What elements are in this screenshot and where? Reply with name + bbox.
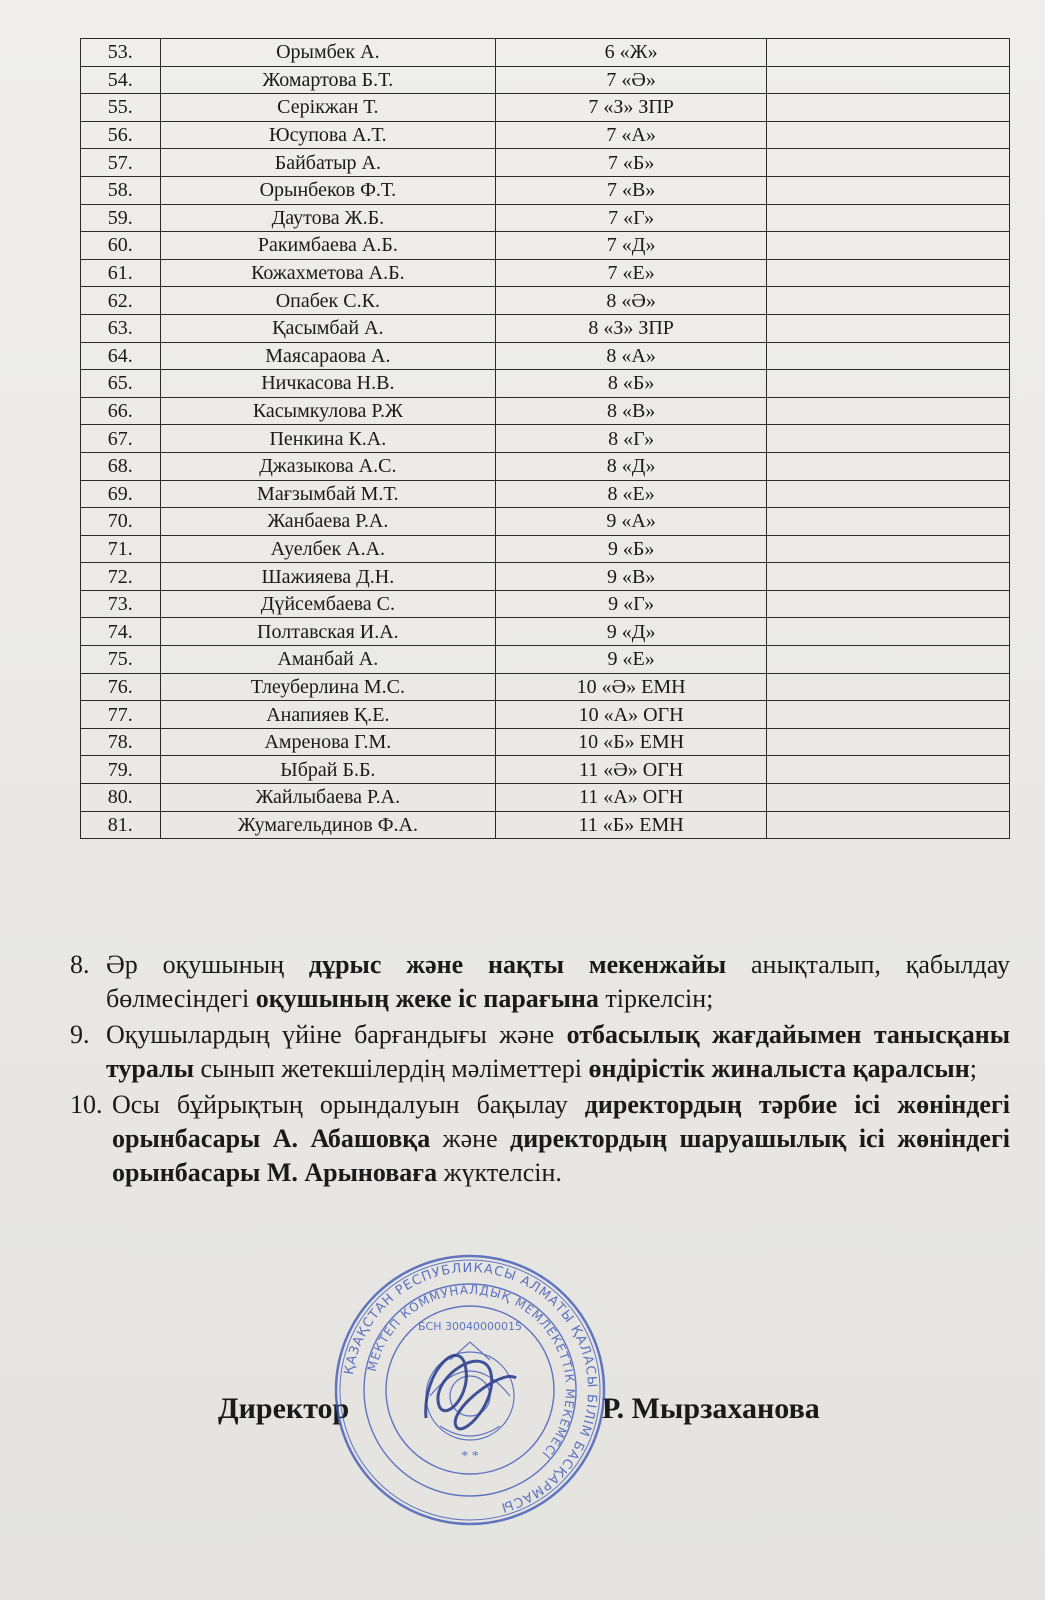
row-number: 74. — [81, 618, 161, 646]
student-name: Аманбай А. — [160, 646, 496, 674]
empty-cell — [767, 756, 1010, 784]
empty-cell — [767, 176, 1010, 204]
empty-cell — [767, 728, 1010, 756]
empty-cell — [767, 618, 1010, 646]
row-number: 56. — [81, 121, 161, 149]
class-label: 7 «Д» — [496, 232, 767, 260]
empty-cell — [767, 287, 1010, 315]
class-label: 8 «Д» — [496, 452, 767, 480]
class-label: 9 «В» — [496, 563, 767, 591]
svg-text:МЕКТЕП КОММУНАЛДЫҚ МЕМЛЕКЕТТІК — [365, 1283, 577, 1462]
student-name: Кожахметова А.Б. — [160, 259, 496, 287]
student-name: Ничкасова Н.В. — [160, 370, 496, 398]
class-label: 8 «А» — [496, 342, 767, 370]
row-number: 77. — [81, 701, 161, 729]
class-label: 8 «Е» — [496, 480, 767, 508]
row-number: 64. — [81, 342, 161, 370]
class-label: 8 «З» ЗПР — [496, 314, 767, 342]
empty-cell — [767, 811, 1010, 839]
empty-cell — [767, 701, 1010, 729]
row-number: 69. — [81, 480, 161, 508]
class-label: 10 «Б» ЕМН — [496, 728, 767, 756]
class-label: 11 «Б» ЕМН — [496, 811, 767, 839]
student-roster-table — [80, 38, 1010, 839]
empty-cell — [767, 673, 1010, 701]
order-item-8: 8. Әр оқушының дұрыс және нақты мекенжайы анықталып, қабылдау бөлмесіндегі оқушының жеке іс парағына тіркелсін; — [70, 950, 1011, 1013]
row-number: 57. — [81, 149, 161, 177]
student-name: Джазыкова А.С. — [160, 452, 496, 480]
stamp-outer-text: ҚАЗАҚСТАН РЕСПУБЛИКАСЫ АЛМАТЫ ҚАЛАСЫ БІЛІМ БАСҚАРМАСЫ — [341, 1260, 600, 1515]
class-label: 8 «В» — [496, 397, 767, 425]
row-number: 62. — [81, 287, 161, 315]
row-number: 73. — [81, 590, 161, 618]
empty-cell — [767, 94, 1010, 122]
stamp-bin: БСН 30040000015 — [418, 1320, 522, 1333]
student-name: Амренова Г.М. — [160, 728, 496, 756]
table-row — [81, 618, 1010, 646]
row-number: 79. — [81, 756, 161, 784]
student-name: Шажияева Д.Н. — [160, 563, 496, 591]
empty-cell — [767, 452, 1010, 480]
student-name: Ракимбаева А.Б. — [160, 232, 496, 260]
table-row — [81, 425, 1010, 453]
student-name: Тлеуберлина М.С. — [160, 673, 496, 701]
stamp-inner-text: МЕКТЕП КОММУНАЛДЫҚ МЕМЛЕКЕТТІК МЕКЕМЕСІ — [364, 1282, 578, 1462]
table-row — [81, 259, 1010, 287]
class-label: 9 «Е» — [496, 646, 767, 674]
row-number: 75. — [81, 646, 161, 674]
class-label: 7 «Е» — [496, 259, 767, 287]
row-number: 58. — [81, 176, 161, 204]
student-name: Серікжан Т. — [160, 94, 496, 122]
row-number: 63. — [81, 314, 161, 342]
class-label: 7 «А» — [496, 121, 767, 149]
table-row — [81, 39, 1010, 67]
empty-cell — [767, 535, 1010, 563]
empty-cell — [767, 370, 1010, 398]
table-row — [81, 563, 1010, 591]
table-row — [81, 811, 1010, 839]
empty-cell — [767, 149, 1010, 177]
student-name: Анапияев Қ.Е. — [160, 701, 496, 729]
table-row — [81, 66, 1010, 94]
table-row — [81, 701, 1010, 729]
table-row — [81, 149, 1010, 177]
class-label: 11 «А» ОГН — [496, 784, 767, 812]
student-name: Жомартова Б.Т. — [160, 66, 496, 94]
table-row — [81, 784, 1010, 812]
item-number: 10. — [70, 1090, 103, 1119]
row-number: 61. — [81, 259, 161, 287]
empty-cell — [767, 232, 1010, 260]
class-label: 9 «Б» — [496, 535, 767, 563]
row-number: 70. — [81, 508, 161, 536]
table-row — [81, 508, 1010, 536]
empty-cell — [767, 204, 1010, 232]
table-row — [81, 287, 1010, 315]
row-number: 65. — [81, 370, 161, 398]
empty-cell — [767, 259, 1010, 287]
table-row — [81, 728, 1010, 756]
student-name: Жумагельдинов Ф.А. — [160, 811, 496, 839]
empty-cell — [767, 121, 1010, 149]
table-row — [81, 756, 1010, 784]
class-label: 9 «Г» — [496, 590, 767, 618]
table-row — [81, 94, 1010, 122]
row-number: 68. — [81, 452, 161, 480]
empty-cell — [767, 590, 1010, 618]
row-number: 76. — [81, 673, 161, 701]
roster-body — [81, 39, 1010, 839]
svg-text:ҚАЗАҚСТАН РЕСПУБЛИКАСЫ АЛМАТЫ — [342, 1261, 599, 1515]
class-label: 7 «Б» — [496, 149, 767, 177]
item-number: 8. — [70, 950, 90, 979]
class-label: 7 «В» — [496, 176, 767, 204]
row-number: 78. — [81, 728, 161, 756]
class-label: 9 «Д» — [496, 618, 767, 646]
empty-cell — [767, 646, 1010, 674]
empty-cell — [767, 563, 1010, 591]
class-label: 10 «Ә» ЕМН — [496, 673, 767, 701]
row-number: 55. — [81, 94, 161, 122]
student-name: Полтавская И.А. — [160, 618, 496, 646]
row-number: 80. — [81, 784, 161, 812]
table-row — [81, 535, 1010, 563]
row-number: 71. — [81, 535, 161, 563]
student-name: Опабек С.К. — [160, 287, 496, 315]
table-row — [81, 480, 1010, 508]
table-row — [81, 646, 1010, 674]
empty-cell — [767, 397, 1010, 425]
row-number: 59. — [81, 204, 161, 232]
row-number: 53. — [81, 39, 161, 67]
row-number: 81. — [81, 811, 161, 839]
class-label: 8 «Г» — [496, 425, 767, 453]
official-stamp-icon — [330, 1250, 610, 1530]
order-item-9: 9. Оқушылардың үйіне барғандығы және отбасылық жағдайымен танысқаны туралы сынып жетекшілердің мәліметтері өндірістік жиналыста қаралсын; — [70, 1020, 1010, 1083]
table-row — [81, 314, 1010, 342]
class-label: 10 «А» ОГН — [496, 701, 767, 729]
stamp-star-icon: * * — [461, 1449, 479, 1464]
class-label: 7 «Г» — [496, 204, 767, 232]
student-name: Даутова Ж.Б. — [160, 204, 496, 232]
student-name: Касымкулова Р.Ж — [160, 397, 496, 425]
empty-cell — [767, 784, 1010, 812]
empty-cell — [767, 508, 1010, 536]
student-name: Жайлыбаева Р.А. — [160, 784, 496, 812]
student-name: Пенкина К.А. — [160, 425, 496, 453]
class-label: 7 «Ә» — [496, 66, 767, 94]
class-label: 9 «А» — [496, 508, 767, 536]
student-name: Байбатыр А. — [160, 149, 496, 177]
student-name: Орымбек А. — [160, 39, 496, 67]
table-row — [81, 176, 1010, 204]
student-name: Дүйсембаева С. — [160, 590, 496, 618]
table-row — [81, 673, 1010, 701]
empty-cell — [767, 480, 1010, 508]
signature-title: Директор — [218, 1392, 350, 1425]
table-row — [81, 342, 1010, 370]
table-row — [81, 232, 1010, 260]
class-label: 11 «Ә» ОГН — [496, 756, 767, 784]
class-label: 8 «Ә» — [496, 287, 767, 315]
student-name: Ыбрай Б.Б. — [160, 756, 496, 784]
row-number: 54. — [81, 66, 161, 94]
student-name: Орынбеков Ф.Т. — [160, 176, 496, 204]
row-number: 67. — [81, 425, 161, 453]
student-name: Жанбаева Р.А. — [160, 508, 496, 536]
class-label: 7 «З» ЗПР — [496, 94, 767, 122]
item-number: 9. — [70, 1020, 90, 1049]
student-name: Қасымбай А. — [160, 314, 496, 342]
empty-cell — [767, 425, 1010, 453]
order-items-list — [70, 948, 1010, 1192]
table-row — [81, 452, 1010, 480]
table-row — [81, 204, 1010, 232]
empty-cell — [767, 314, 1010, 342]
order-item-10: 10. Осы бұйрықтың орындалуын бақылау директордың тәрбие ісі жөніндегі орынбасары А. Абашовқа және директордың шаруашылық ісі жөніндегі орынбасары М. Арыноваға жүктелсін. — [70, 1090, 1011, 1187]
signer-name: Р. Мырзаханова — [602, 1392, 820, 1425]
row-number: 72. — [81, 563, 161, 591]
class-label: 8 «Б» — [496, 370, 767, 398]
row-number: 66. — [81, 397, 161, 425]
student-name: Маясараова А. — [160, 342, 496, 370]
student-name: Юсупова А.Т. — [160, 121, 496, 149]
empty-cell — [767, 39, 1010, 67]
table-row — [81, 370, 1010, 398]
row-number: 60. — [81, 232, 161, 260]
empty-cell — [767, 66, 1010, 94]
student-name: Мағзымбай М.Т. — [160, 480, 496, 508]
table-row — [81, 590, 1010, 618]
table-row — [81, 121, 1010, 149]
table-row — [81, 397, 1010, 425]
student-name: Ауелбек А.А. — [160, 535, 496, 563]
class-label: 6 «Ж» — [496, 39, 767, 67]
empty-cell — [767, 342, 1010, 370]
